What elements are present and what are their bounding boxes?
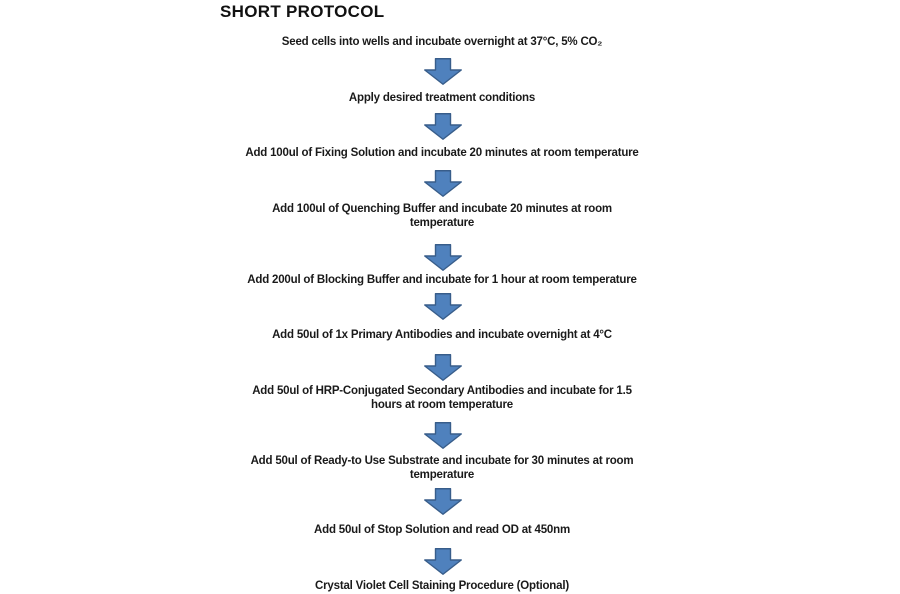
step-text: temperature bbox=[409, 469, 475, 481]
down-arrow-icon bbox=[424, 244, 462, 271]
page-title: SHORT PROTOCOL bbox=[220, 2, 385, 21]
protocol-step-7 bbox=[0, 384, 884, 412]
step-text: Add 100ul of Quenching Buffer and incubate 20 minutes at room bbox=[272, 203, 612, 215]
down-arrow-icon bbox=[424, 548, 462, 575]
step-text: temperature bbox=[409, 217, 475, 229]
protocol-step-5 bbox=[0, 273, 884, 287]
protocol-step-2 bbox=[0, 91, 884, 105]
step-text: Seed cells into wells and incubate overnight at 37°C, 5% CO₂ bbox=[281, 36, 603, 48]
down-arrow-icon bbox=[424, 58, 462, 85]
step-text: hours at room temperature bbox=[371, 399, 513, 411]
step-text: Add 50ul of Stop Solution and read OD at 450nm bbox=[314, 524, 570, 536]
protocol-step-6 bbox=[0, 328, 884, 342]
step-text: Add 200ul of Blocking Buffer and incubate for 1 hour at room temperature bbox=[247, 274, 637, 286]
protocol-step-1 bbox=[0, 35, 884, 49]
down-arrow-icon bbox=[424, 422, 462, 449]
protocol-step-8 bbox=[0, 454, 884, 482]
down-arrow-icon bbox=[424, 113, 462, 140]
step-text: Add 50ul of HRP-Conjugated Secondary Antibodies and incubate for 1.5 bbox=[252, 385, 632, 397]
down-arrow-icon bbox=[424, 488, 462, 515]
step-text: Add 100ul of Fixing Solution and incubate 20 minutes at room temperature bbox=[245, 147, 639, 159]
step-text: Add 50ul of 1x Primary Antibodies and incubate overnight at 4°C bbox=[272, 329, 612, 341]
step-text: Add 50ul of Ready-to Use Substrate and incubate for 30 minutes at room bbox=[250, 455, 634, 467]
protocol-step-10 bbox=[0, 579, 884, 593]
step-text: Apply desired treatment conditions bbox=[348, 92, 536, 104]
protocol-step-3 bbox=[0, 146, 884, 160]
step-text: Crystal Violet Cell Staining Procedure (Optional) bbox=[315, 580, 569, 592]
protocol-step-4 bbox=[0, 202, 884, 230]
down-arrow-icon bbox=[424, 170, 462, 197]
down-arrow-icon bbox=[424, 293, 462, 320]
protocol-step-9 bbox=[0, 523, 884, 537]
down-arrow-icon bbox=[424, 354, 462, 381]
